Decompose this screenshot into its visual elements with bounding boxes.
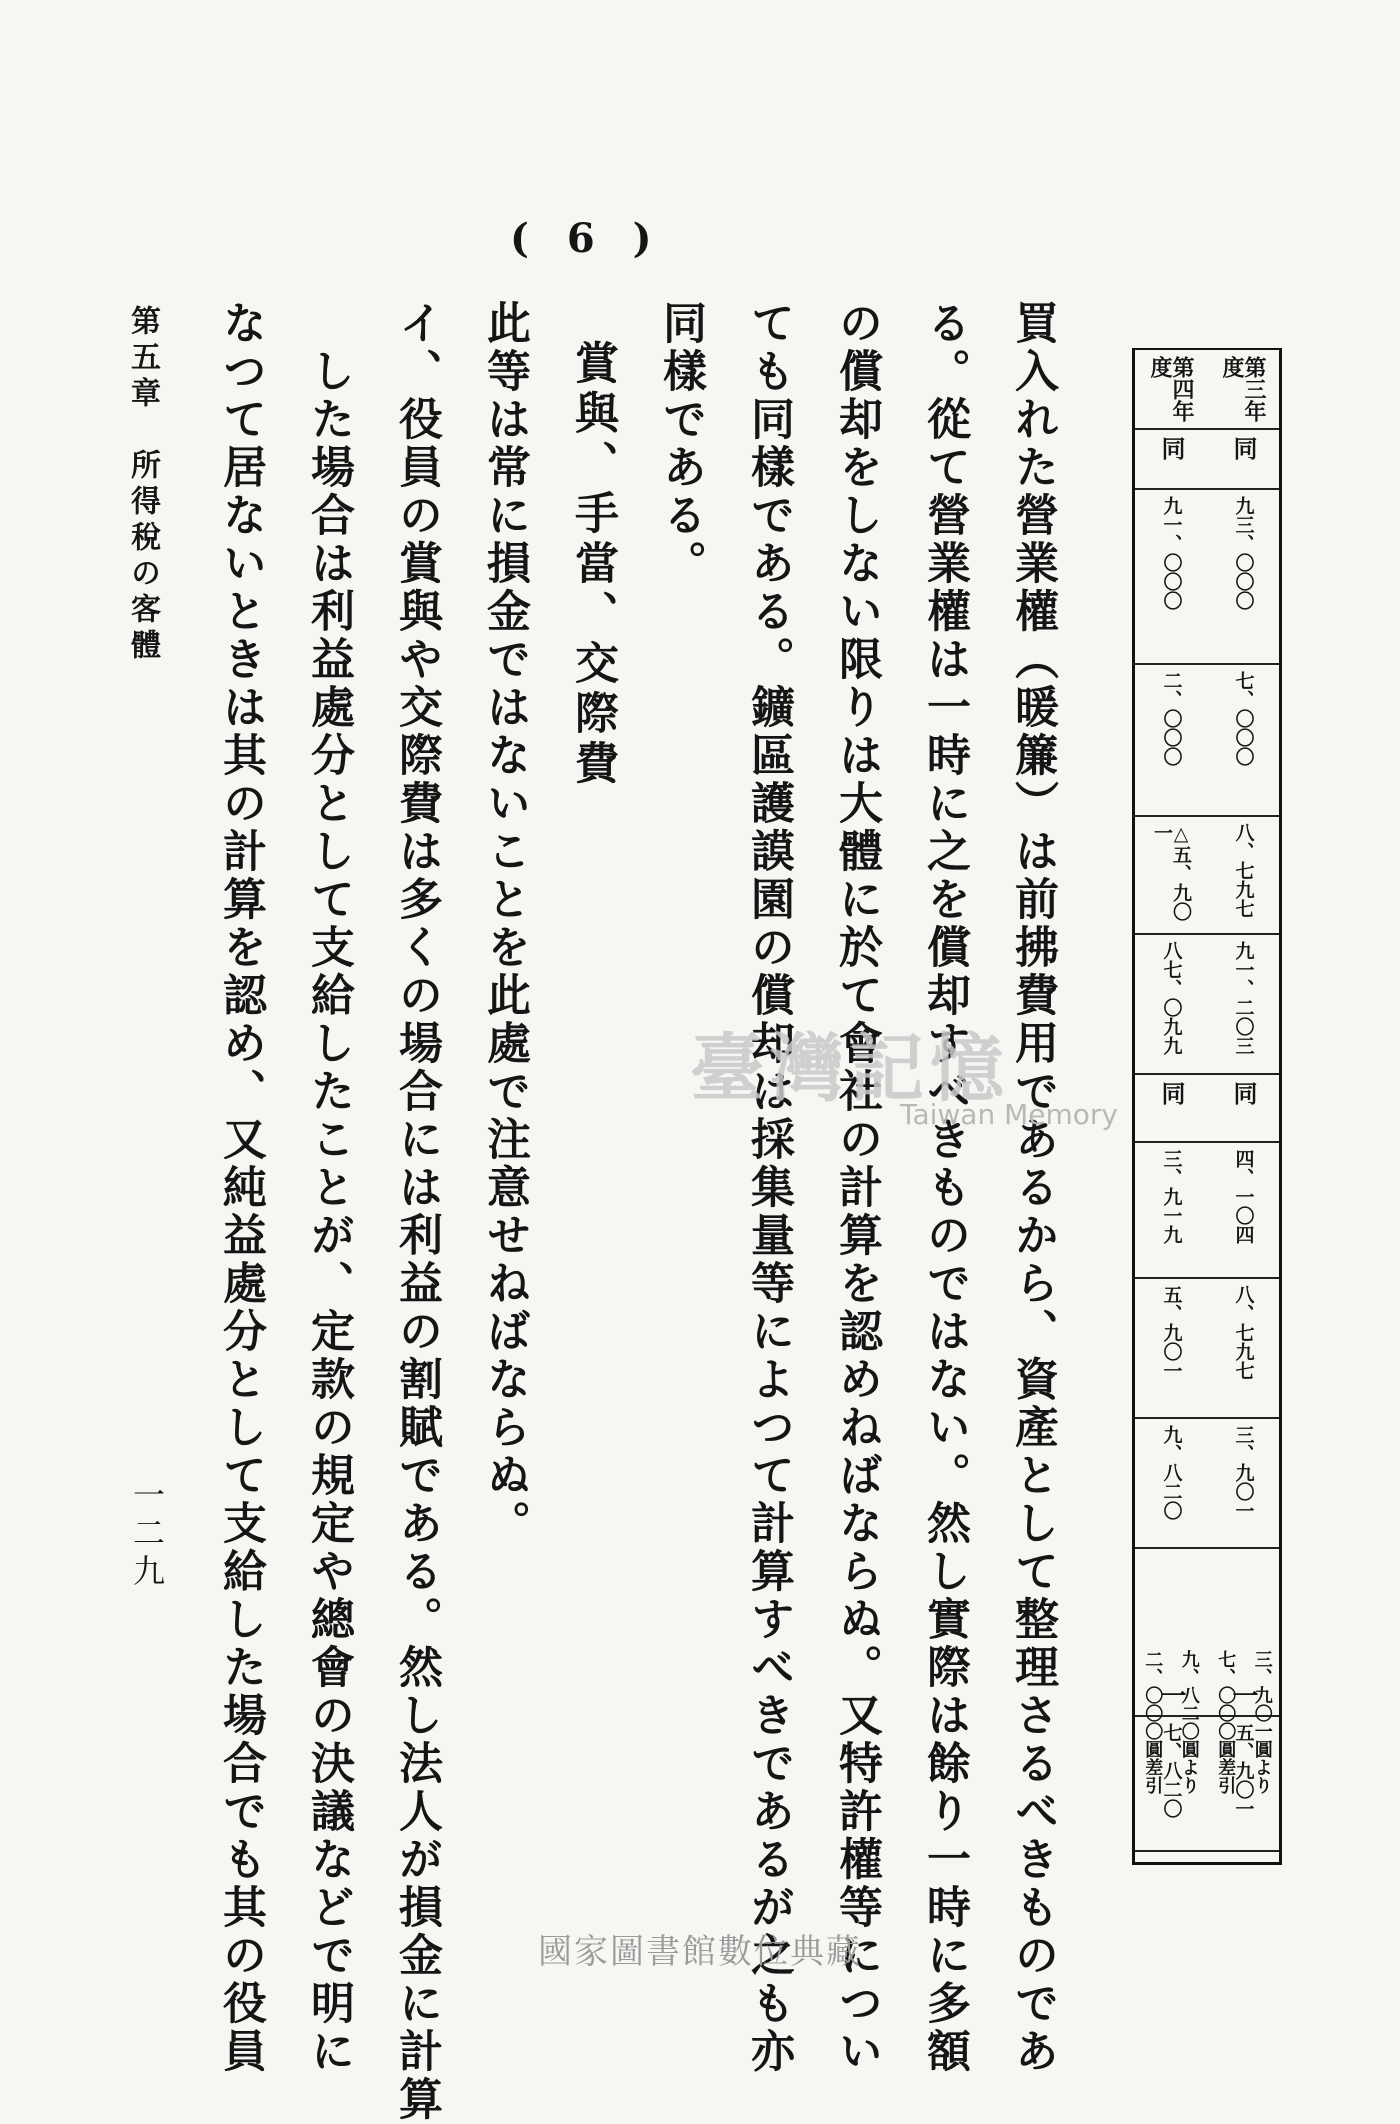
table-cell: 七、八二〇	[1160, 1723, 1183, 1818]
table-cell: 四、一〇四	[1232, 1149, 1255, 1244]
page-marker: ( 6 )	[510, 215, 664, 262]
table-footer-notes	[1134, 1650, 1280, 1862]
table-cell: 同	[1157, 436, 1186, 461]
table-footer-line: 七、〇〇〇圓差引	[1215, 1650, 1237, 1794]
table-footer-line: 九、八二〇圓より	[1178, 1650, 1200, 1794]
table-cell: 八七、〇九九	[1160, 941, 1183, 1055]
table-row	[1135, 1277, 1279, 1419]
table-cell: 九三、〇〇〇	[1232, 496, 1255, 610]
body-line: 此等は常に損金ではないことを此處で注意せねばならぬ。	[479, 300, 530, 1548]
library-credit: 國家圖書館數位典藏	[538, 1932, 862, 1972]
watermark-subtext: Taiwan Memory	[900, 1098, 1118, 1131]
body-line: 同樣である。	[655, 300, 706, 588]
body-line: なつて居ないときは其の計算を認め、又純益處分として支給した場合でも其の役員	[215, 300, 266, 2076]
table-cell: 九一、二〇三	[1232, 941, 1255, 1055]
body-line: の償却をしない限りは大體に於て會社の計算を認めねばならぬ。又特許權等につい	[831, 300, 882, 2076]
chapter-title: 第五章 所得稅の客體	[125, 305, 160, 665]
body-line: イ、役員の賞與や交際費は多くの場合には利益の割賦である。然し法人が損金に計算	[391, 300, 442, 2124]
watermark-logo: 臺灣記憶	[690, 1026, 1010, 1112]
table-cell: 八、七九七	[1232, 823, 1255, 918]
table-cell: 同	[1157, 1081, 1186, 1106]
table-cell: 三、九一九	[1160, 1149, 1183, 1244]
table-cell: 二、〇〇〇	[1160, 671, 1183, 766]
table-row	[1135, 815, 1279, 935]
table-cell: 五、九〇一	[1160, 1285, 1183, 1380]
table-row	[1135, 428, 1279, 490]
body-line: ても同樣である。鑛區護謨園の償却は採集量等によつて計算すべきであるが之も亦	[743, 300, 794, 2076]
table-row	[1135, 663, 1279, 817]
table-header-cell: 第四年度	[1147, 356, 1195, 422]
table-footer-line: 三、九〇一圓より	[1251, 1650, 1273, 1794]
section-heading: 賞與、手當、交際費	[567, 340, 618, 790]
table-row	[1135, 1141, 1279, 1279]
table-cell: 同	[1229, 1081, 1258, 1106]
table-cell: 一	[1156, 1682, 1186, 1709]
table-cell: 七、〇〇〇	[1232, 671, 1255, 766]
table-cell: 八、七九七	[1232, 1285, 1255, 1380]
table-row	[1135, 1073, 1279, 1143]
body-line: した場合は利益處分として支給したことが、定款の規定や總會の決議などで明に	[303, 348, 354, 2076]
table-cell: 五、九〇一	[1232, 1723, 1255, 1818]
data-table	[1132, 348, 1282, 1865]
table-cell: 九一、〇〇〇	[1160, 496, 1183, 610]
body-line: る。從て營業權は一時に之を償却すべきものではない。然し實際は餘り一時に多額	[919, 300, 970, 2076]
table-row	[1135, 488, 1279, 665]
table-row	[1135, 1417, 1279, 1549]
body-line: 買入れた營業權（暖簾）は前拂費用であるから、資產として整理さるべきものであ	[1007, 300, 1058, 2076]
table-header-cell: 第三年度	[1219, 356, 1267, 422]
table-header-row	[1135, 350, 1279, 430]
page-number: 一二九	[128, 1478, 166, 1592]
table-row	[1135, 933, 1279, 1075]
table-cell: △五、九〇一	[1151, 823, 1192, 921]
table-cell: 九、八二〇	[1160, 1425, 1183, 1520]
table-cell: 一	[1228, 1682, 1258, 1709]
table-cell: 同	[1229, 436, 1258, 461]
table-cell: 三、九〇一	[1232, 1425, 1255, 1520]
table-footer-line: 二、〇〇〇圓差引	[1142, 1650, 1164, 1794]
